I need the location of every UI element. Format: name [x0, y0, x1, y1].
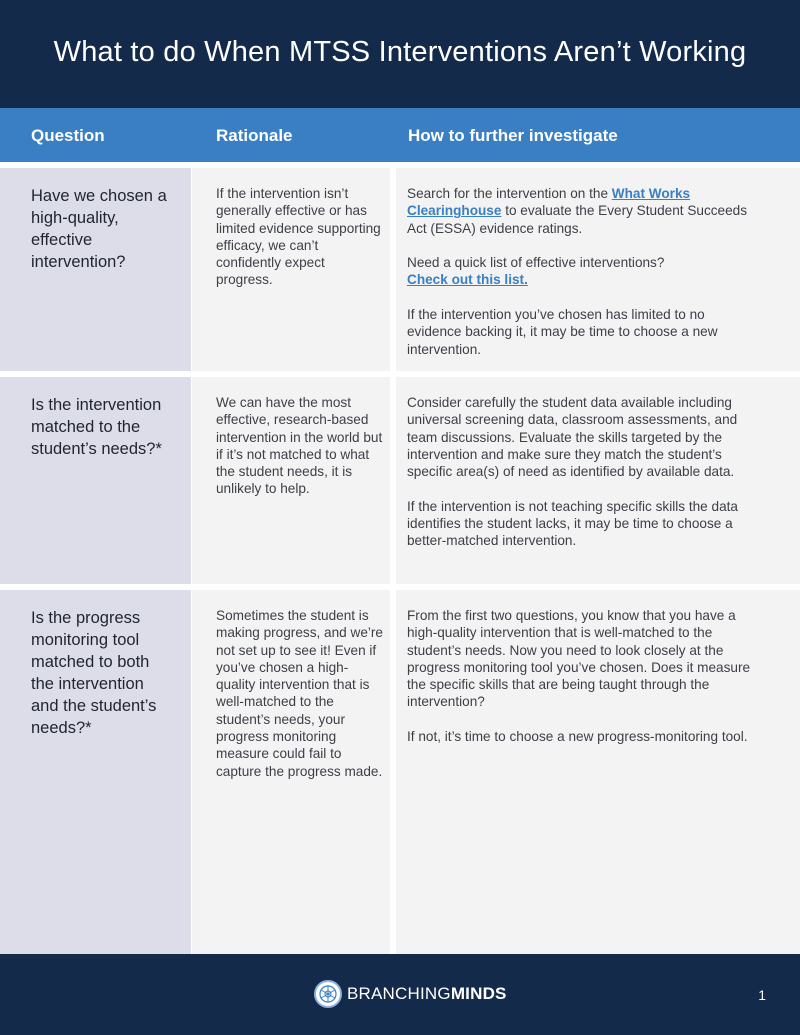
- question-text: Have we chosen a high-quality, effective intervention?: [31, 187, 167, 271]
- investigate-paragraph: From the first two questions, you know that you have a high-quality intervention that is well-matched to the student’s needs. Now you need to look closely at the progress monitoring tool you’ve chosen. Does it measure the specific skills that are being taught through the intervention?: [407, 608, 751, 710]
- page-header: [0, 0, 800, 108]
- rationale-text: If the intervention isn’t generally effective or has limited evidence supporting efficacy, we can’t confidently expect progress.: [216, 186, 381, 288]
- column-header-rationale: Rationale: [216, 126, 293, 145]
- investigate-cell: [396, 590, 800, 954]
- investigate-text: [407, 394, 747, 567]
- page-footer: [0, 954, 800, 1035]
- paragraph-text: to evaluate the Every Student Succeeds Act (ESSA) evidence ratings.: [407, 203, 748, 236]
- rationale-text: We can have the most effective, research-based intervention in the world but if it’s not matched to what the student needs, it is unlikely to help.: [216, 395, 383, 497]
- brand-name-bold: MINDS: [450, 984, 507, 1003]
- investigate-paragraph: [407, 254, 752, 289]
- investigate-paragraph: If the intervention is not teaching specific skills the data identifies the student lacks, it may be time to choose a better-matched intervention.: [407, 498, 738, 549]
- page-number: 1: [758, 987, 766, 1003]
- investigate-paragraph: Consider carefully the student data available including universal screening data, classroom assessments, and team discussions. Evaluate the skills targeted by the intervention and make sure they match the student’s specific area(s) of need as identified by available data.: [407, 395, 738, 480]
- brand-name-light: BRANCHING: [347, 984, 451, 1003]
- column-header-question: Question: [31, 126, 105, 145]
- table-row: [0, 168, 800, 371]
- rationale-text: Sometimes the student is making progress, and we’re not set up to see it! Even if you’ve chosen a high-quality intervention that is well-matched to the student’s needs, your progress monitoring measure could fail to capture the progress made.: [216, 608, 383, 779]
- check-out-list-link[interactable]: Check out this list.: [407, 272, 528, 288]
- paragraph-text: Search for the intervention on the: [407, 186, 612, 201]
- page-title: What to do When MTSS Interventions Aren’t Working: [53, 35, 747, 68]
- branching-minds-logo: [314, 979, 507, 1009]
- question-cell: [0, 377, 191, 584]
- investigate-paragraph: If not, it’s time to choose a new progress-monitoring tool.: [407, 729, 748, 745]
- question-text: Is the progress monitoring tool matched to both the intervention and the student’s needs?*: [31, 609, 157, 737]
- investigate-cell: [396, 168, 800, 371]
- branching-minds-logo-icon: [314, 980, 342, 1008]
- rationale-cell: [192, 590, 390, 954]
- investigate-paragraph: If the intervention you’ve chosen has limited to no evidence backing it, it may be time to choose a new intervention.: [407, 307, 718, 357]
- investigate-paragraph: [407, 185, 752, 237]
- paragraph-text: Need a quick list of effective interventions?: [407, 255, 665, 271]
- table-row: [0, 590, 800, 954]
- table-row: [0, 377, 800, 584]
- question-text: Is the intervention matched to the student’s needs?*: [31, 396, 162, 458]
- question-cell: [0, 168, 191, 371]
- investigate-text: [407, 607, 752, 763]
- table-header: [0, 108, 800, 162]
- rationale-cell: [192, 377, 390, 584]
- brand-name: [347, 984, 507, 1004]
- column-header-investigate: How to further investigate: [408, 126, 618, 145]
- investigate-text: [407, 185, 752, 375]
- investigate-cell: [396, 377, 800, 584]
- rationale-cell: [192, 168, 390, 371]
- question-cell: [0, 590, 191, 954]
- what-works-clearinghouse-link[interactable]: What Works Clearinghouse: [407, 186, 691, 219]
